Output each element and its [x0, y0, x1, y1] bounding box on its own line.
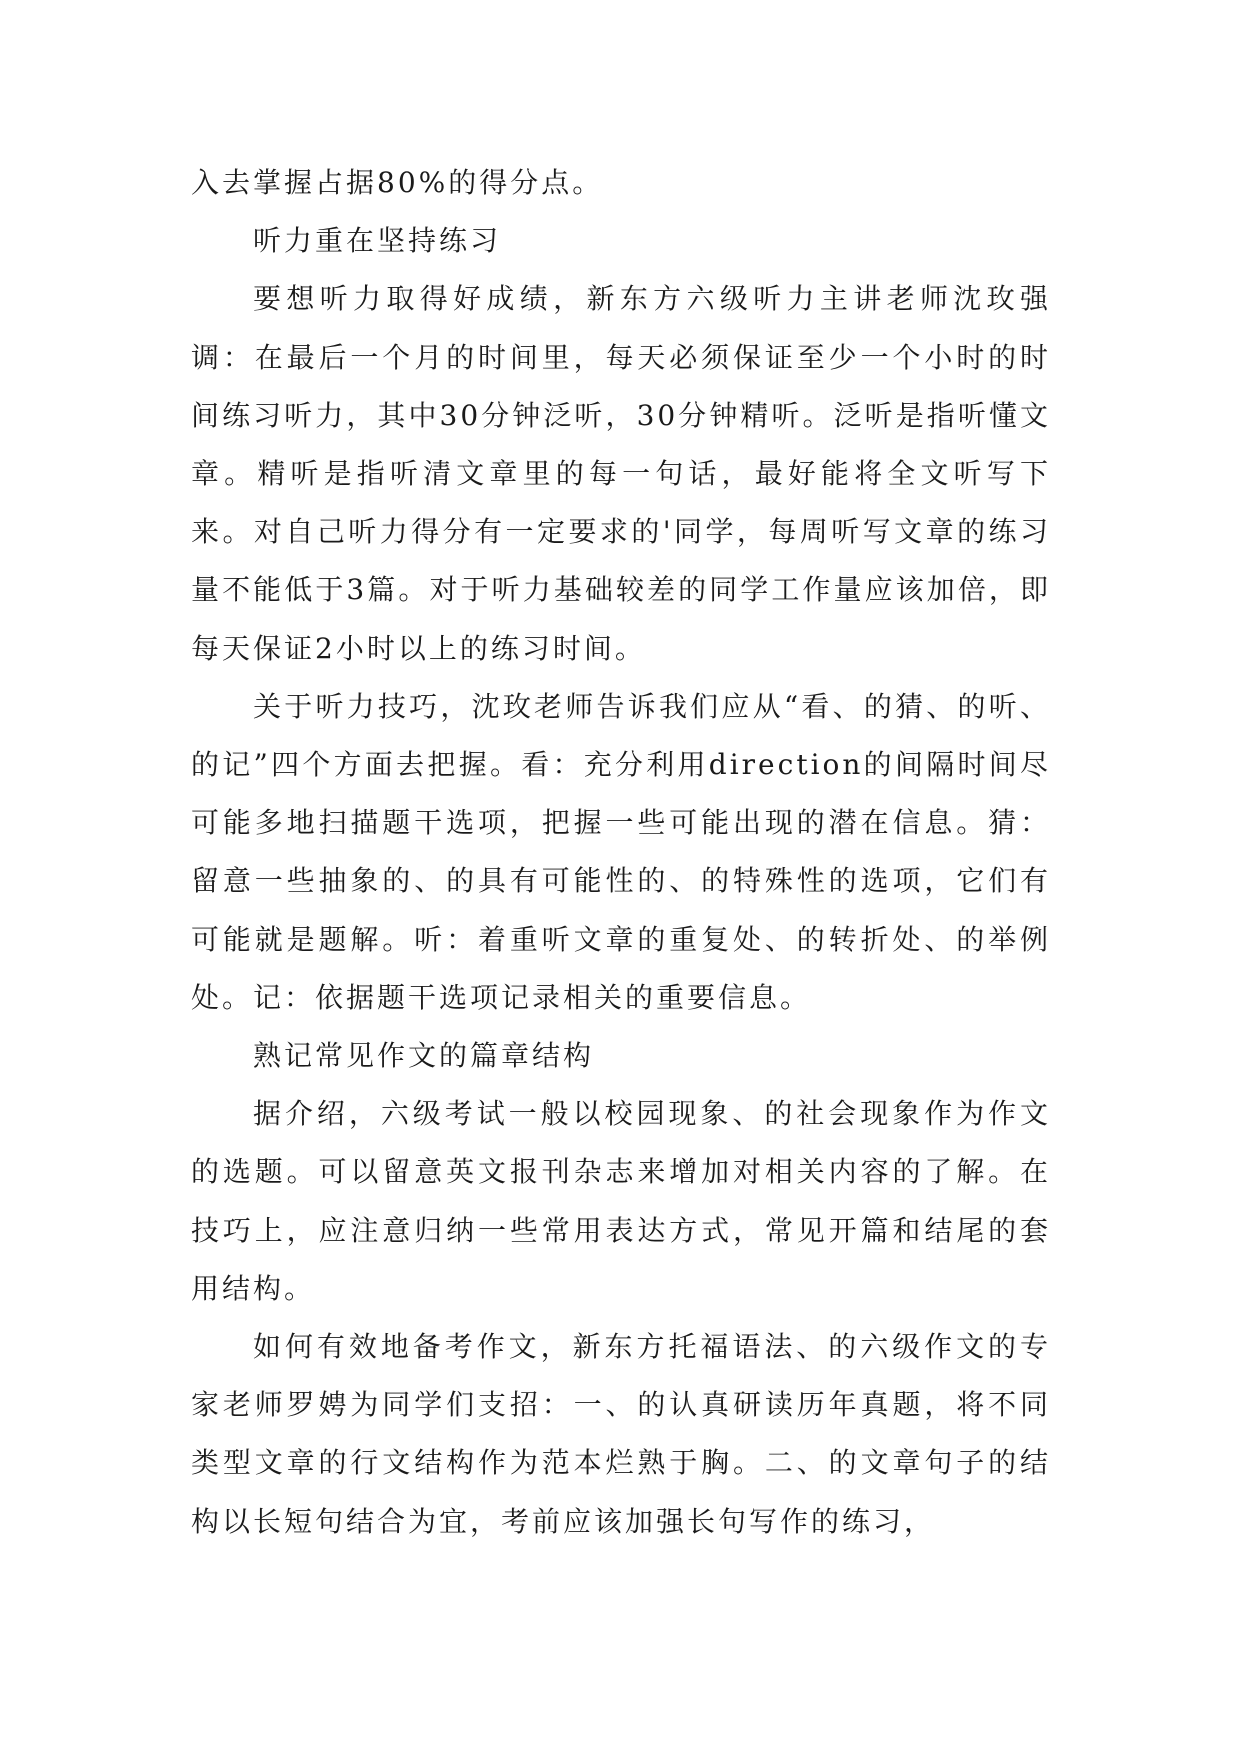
paragraph-writing-prep: 如何有效地备考作文，新东方托福语法、的六级作文的专家老师罗娉为同学们支招：一、的认真研读历年真题，将不同类型文章的行文结构作为范本烂熟于胸。二、的文章句子的结构以长短句结合为宜，考前应该加强长句写作的练习， — [191, 1330, 1051, 1538]
section-heading-listening: 听力重在坚持练习 — [253, 224, 502, 258]
paragraph-continuation: 入去掌握占据80%的得分点。 — [191, 166, 604, 199]
paragraph-writing-topics: 据介绍，六级考试一般以校园现象、的社会现象作为作文的选题。可以留意英文报刊杂志来增加对相关内容的了解。在技巧上，应注意归纳一些常用表达方式，常见开篇和结尾的套用结构。 — [191, 1097, 1051, 1305]
paragraph-listening-practice: 要想听力取得好成绩，新东方六级听力主讲老师沈玫强调：在最后一个月的时间里，每天必须保证至少一个小时的时间练习听力，其中30分钟泛听，30分钟精听。泛听是指听懂文章。精听是指听清文章里的每一句话，最好能将全文听写下来。对自己听力得分有一定要求的'同学，每周听写文章的练习量不能低于3篇。对于听力基础较差的同学工作量应该加倍，即每天保证2小时以上的练习时间。 — [191, 282, 1051, 665]
paragraph-listening-skills: 关于听力技巧，沈玫老师告诉我们应从“看、的猜、的听、的记”四个方面去把握。看：充分利用direction的间隔时间尽可能多地扫描题干选项，把握一些可能出现的潜在信息。猜：留意一些抽象的、的具有可能性的、的特殊性的选项，它们有可能就是题解。听：着重听文章的重复处、的转折处、的举例处。记：依据题干选项记录相关的重要信息。 — [191, 689, 1051, 1014]
section-heading-writing: 熟记常见作文的篇章结构 — [253, 1039, 595, 1073]
document-body — [191, 154, 1051, 1551]
